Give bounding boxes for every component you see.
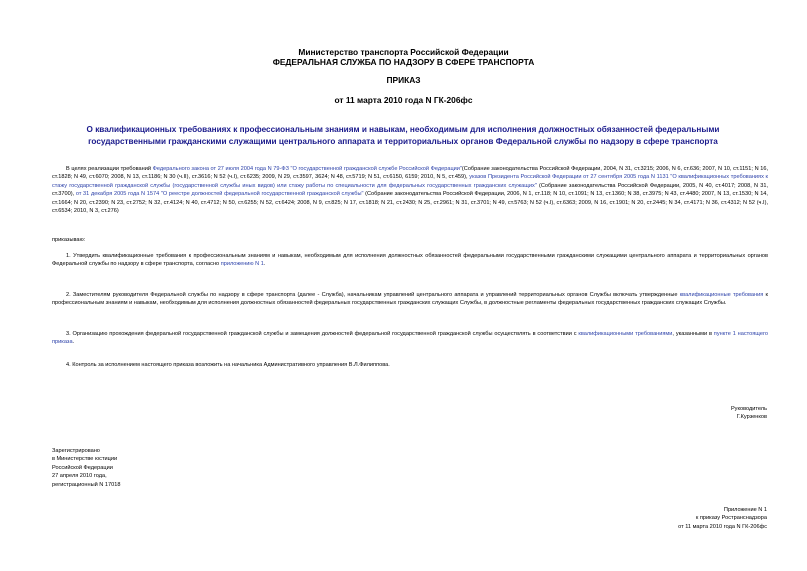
document-type: ПРИКАЗ bbox=[386, 75, 421, 85]
appendix-line: от 11 марта 2010 года N ГК-206фс bbox=[678, 523, 767, 530]
item-2-text-2: к профессиональным знаниям и навыкам, необходимым для исполнения должностных обязанностей федеральных государственных гражданских служащих Службы, в должностные регламенты федеральных государственных гражданских служащих Службы. bbox=[52, 292, 768, 307]
appendix-line: Приложение N 1 bbox=[723, 507, 767, 513]
preamble-text-3: (Собрание законодательства Российской Федерации, 2005, N 40, ст.4017; 2008, N 31, ст.3700), bbox=[52, 182, 768, 198]
federal-law-link[interactable]: Федерального закона от 27 июля 2004 года N 79-ФЗ "О государственной гражданской службе Российской Федерации" bbox=[152, 166, 462, 172]
appendix-header bbox=[678, 506, 767, 531]
qualification-requirements-link-2[interactable]: квалификационными требованиями bbox=[578, 331, 673, 337]
preamble-text-1: В целях реализации требований bbox=[66, 166, 153, 172]
order-item-1-link[interactable]: пункте 1 настоящего приказа bbox=[52, 331, 768, 346]
preamble-text-2: (Собрание законодательства Российской Федерации, 2004, N 31, ст.3215; 2006, N 6, ст.636; 2007, N 10, ст.1151; N 16, ст.1828; N 49, ст.6070; 2008, N 13, ст.1186; N 30 (ч.II), ст.3616; N 52 (ч.I), ст.6235; 2009, N 29, ст.3597, 3624; N 48, ст.5719; N 51, ст.6150, 6159; 2010, N 5, ст.459), bbox=[52, 166, 768, 181]
ministry-name: Министерство транспорта Российской Федерации bbox=[298, 47, 509, 57]
item-3-end: . bbox=[72, 339, 75, 346]
qualification-requirements-link[interactable]: квалификационные требования bbox=[679, 292, 764, 298]
presidential-decree-1574-link[interactable]: от 31 декабря 2005 года N 1574 "О реестре должностей федеральной государственной гражданской службы" bbox=[75, 191, 364, 198]
registration-line: регистрационный N 17018 bbox=[52, 481, 121, 488]
item-4-paragraph: 4. Контроль за исполнением настоящего приказа возложить на начальника Административного управления В.Л.Филиппова. bbox=[66, 362, 390, 368]
signature-role: Руководитель bbox=[730, 406, 767, 412]
item-2-paragraph bbox=[52, 291, 768, 308]
preamble-text-4: (Собрание законодательства Российской Федерации, 2006, N 1, ст.118; N 10, ст.1091; N 13, ст.1360; N 38, ст.3975; N 43, ст.4480; 2007, N 13, ст.1530; N 14, ст.1664; N 20, ст.2390; N 23, ст.2752; N 32, ст.4124; N 40, ст.4712; N 50, ст.6255; N 52, ст.6424; 2008, N 9, ст.825; N 17, ст.1818; N 21, ст.2430; N 25, ст.2961; N 31, ст.3701; N 49, ст.5763; N 52 (ч.I), ст.6363; 2009, N 16, ст.1901; N 20, ст.2445; N 34, ст.4171; N 36, ст.4312; N 52 (ч.I), ст.6534; 2010, N 3, ст.276) bbox=[52, 191, 768, 215]
document-date-number: от 11 марта 2010 года N ГК-206фс bbox=[334, 95, 473, 105]
signature-block bbox=[731, 405, 767, 422]
item-3-text-2: , указанными в bbox=[672, 331, 714, 337]
service-name: ФЕДЕРАЛЬНАЯ СЛУЖБА ПО НАДЗОРУ В СФЕРЕ ТРАНСПОРТА bbox=[272, 57, 535, 67]
order-word: приказываю: bbox=[52, 237, 86, 243]
item-1-end: . bbox=[263, 261, 266, 268]
registration-line: Российской Федерации bbox=[52, 464, 113, 471]
registration-line: в Министерстве юстиции bbox=[52, 456, 118, 463]
signature-name: Г.Курзенков bbox=[736, 414, 767, 421]
item-3-paragraph bbox=[52, 330, 768, 347]
item-2-text-1: 2. Заместителям руководителя Федеральной службы по надзору в сфере транспорта (далее - Служба), начальникам управлений центрального аппарата и управлений территориальных органов Службы включать утвержденные bbox=[66, 292, 680, 298]
appendix-line: к приказу Ространснадзора bbox=[695, 515, 767, 522]
document-title: О квалификационных требованиях к профессиональным знаниям и навыкам, необходимым для исполнения должностных обязанностей федеральными государственными гражданскими служащими центрального аппарата и территориальных органов Федеральной службы по надзору в сфере транспорта bbox=[86, 125, 720, 146]
item-1-text: 1. Утвердить квалификационные требования к профессиональным знаниям и навыкам, необходимым для исполнения должностных обязанностей федеральными государственными гражданскими служащими центрального аппарата и территориальных органов Федеральной службы по надзору в сфере транспорта, согласно bbox=[52, 253, 768, 268]
registration-line: Зарегистрировано bbox=[52, 448, 100, 454]
item-1-paragraph bbox=[52, 252, 768, 269]
preamble-paragraph bbox=[52, 165, 768, 215]
registration-block bbox=[52, 447, 120, 489]
presidential-decree-1131-link[interactable]: указов Президента Российской Федерации от 27 сентября 2005 года N 1131 "О квалификационных требованиях к стажу государственной гражданской службы (государственной службы иных видов) или стажу работы по специальности для федеральных государственных гражданских служащих" bbox=[52, 174, 768, 189]
item-3-text-1: 3. Организацию прохождения федеральной государственной гражданской службы и замещения должностей федеральной государственной гражданской службы осуществлять в соответствии с bbox=[66, 331, 579, 337]
registration-line: 27 апреля 2010 года, bbox=[52, 473, 107, 480]
appendix-1-link[interactable]: приложению N 1 bbox=[220, 261, 264, 268]
